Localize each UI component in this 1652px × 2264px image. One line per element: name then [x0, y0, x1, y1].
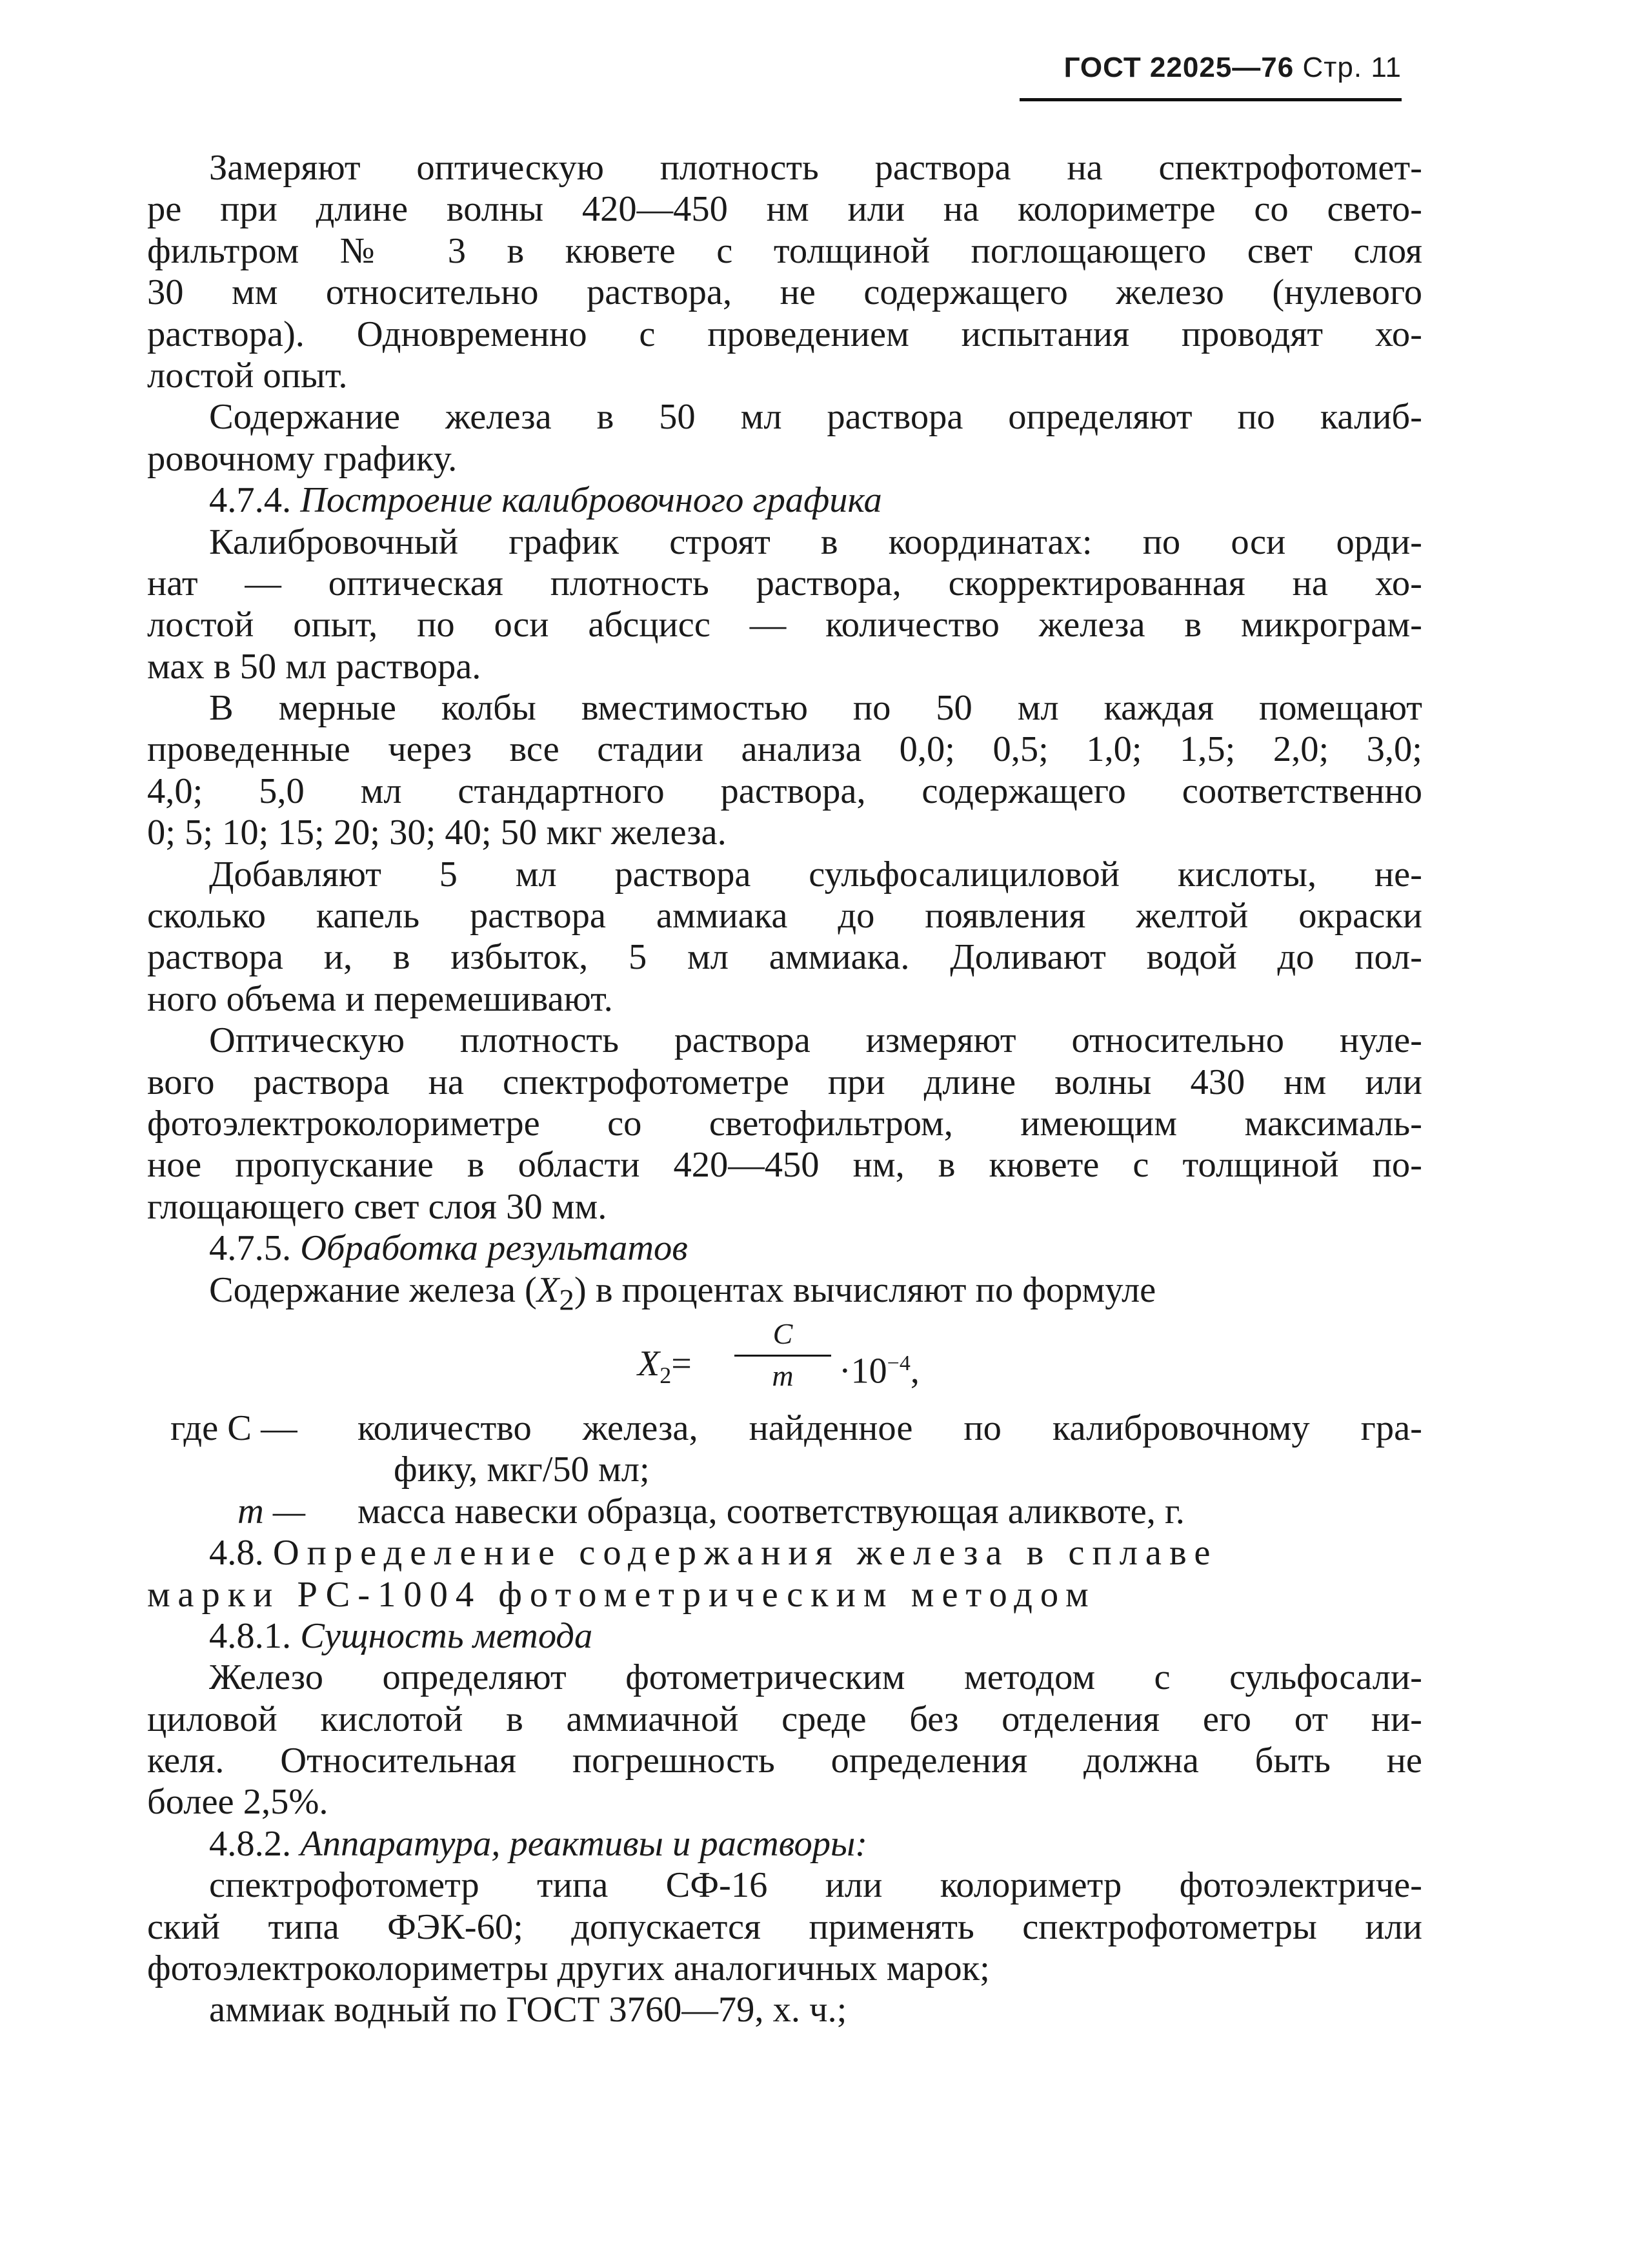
text-line: глощающего свет слоя 30 мм.	[147, 1186, 607, 1227]
text-line: ский типа ФЭК-60; допускается применять спектрофотометры или	[147, 1906, 1422, 1947]
definition-text: масса навески образца, соответствующая аликвоте, г.	[358, 1491, 1185, 1531]
text-line: келя. Относительная погрешность определения должна быть не	[147, 1741, 1422, 1781]
text-line: фильтром № 3 в кювете с толщиной поглощающего свет слоя	[147, 230, 1422, 271]
section-title: Сущность метода	[300, 1615, 593, 1656]
section-title: Определение содержания железа в сплаве	[272, 1533, 1218, 1573]
fraction	[734, 1317, 831, 1393]
formula-lhs	[638, 1343, 692, 1397]
definition-m	[147, 1491, 1422, 1532]
text-line: раствора и, в избыток, 5 мл аммиака. Доливают водой до пол-	[147, 937, 1422, 978]
text-line: Добавляют 5 мл раствора сульфосалициловой кислоты, не-	[209, 854, 1422, 894]
formula-block	[147, 1311, 1422, 1408]
section-heading-4-8-2	[147, 1823, 1422, 1865]
text-line: циловой кислотой в аммиачной среде без отделения его от ни-	[147, 1699, 1422, 1739]
formula-multiplier	[839, 1343, 920, 1392]
text-line: аммиак водный по ГОСТ 3760—79, х. ч.;	[209, 1990, 847, 2030]
text-line: мах в 50 мл раствора.	[147, 646, 481, 687]
fraction-bar	[734, 1355, 831, 1357]
text-line: фотоэлектроколориметры других аналогичных марок;	[147, 1948, 990, 1989]
text-line: 30 мм относительно раствора, не содержащего железо (нулевого	[147, 272, 1422, 313]
text-line: ровочному графику.	[147, 438, 458, 479]
text-line: Замеряют оптическую плотность раствора на спектрофотомет-	[209, 148, 1422, 188]
text-line: ного объема и перемешивают.	[147, 978, 613, 1019]
section-number: 4.7.5.	[209, 1228, 292, 1269]
definition-term: m —	[237, 1491, 306, 1531]
section-number: 4.7.4.	[209, 480, 292, 521]
text-line: Содержание железа в 50 мл раствора определяют по калиб-	[209, 397, 1422, 438]
text-line: лостой опыт.	[147, 355, 348, 396]
formula-variable: X	[638, 1343, 660, 1384]
section-heading-4-7-4	[147, 480, 1422, 521]
definition-c	[147, 1408, 1422, 1449]
formula-intro-line	[147, 1269, 1422, 1311]
definition-term: где C —	[170, 1408, 297, 1448]
fraction-denominator: m	[772, 1359, 794, 1392]
multiplier-base: ·10	[839, 1351, 887, 1391]
text-line: ре при длине волны 420—450 нм или на колориметре со свето-	[147, 189, 1422, 230]
text-line: Калибровочный график строят в координатах: по оси орди-	[209, 521, 1422, 562]
section-title-cont: марки РС-1004 фотометрическим методом	[147, 1574, 1096, 1615]
formula-subscript: 2	[660, 1362, 672, 1389]
text-line: 0; 5; 10; 15; 20; 30; 40; 50 мкг железа.	[147, 813, 727, 853]
section-number: 4.8.	[209, 1533, 264, 1573]
text-line: более 2,5%.	[147, 1782, 328, 1823]
text-line: спектрофотометр типа СФ-16 или колориметр фотоэлектриче-	[209, 1865, 1422, 1906]
page-number: Стр. 11	[1302, 52, 1402, 83]
multiplier-exponent: −4	[887, 1351, 911, 1375]
text-fragment: Содержание железа (	[209, 1269, 537, 1310]
section-number: 4.8.1.	[209, 1615, 292, 1656]
text-line: проведенные через все стадии анализа 0,0; 0,5; 1,0; 1,5; 2,0; 3,0;	[147, 729, 1422, 770]
text-line: вого раствора на спектрофотометре при длине волны 430 нм или	[147, 1062, 1422, 1102]
text-line: сколько капель раствора аммиака до появления желтой окраски	[147, 896, 1422, 936]
section-title: Аппаратура, реактивы и растворы:	[300, 1823, 868, 1864]
section-heading-4-8-1	[147, 1615, 1422, 1657]
text-line: раствора). Одновременно с проведением испытания проводят хо-	[147, 314, 1422, 354]
document-body	[147, 147, 1422, 2031]
text-line: фотоэлектроколориметре со светофильтром, имеющим максималь-	[147, 1103, 1422, 1144]
text-line: Оптическую плотность раствора измеряют относительно нуле-	[209, 1020, 1422, 1061]
fraction-numerator: C	[772, 1317, 793, 1350]
variable: X	[536, 1269, 559, 1310]
section-heading-4-8	[147, 1532, 1422, 1573]
text-line: Железо определяют фотометрическим методом с сульфосали-	[209, 1657, 1422, 1698]
header-text	[1064, 52, 1402, 84]
standard-number: ГОСТ 22025—76	[1063, 52, 1294, 83]
text-fragment: ) в процентах вычисляют по формуле	[574, 1269, 1156, 1310]
header-rule	[1020, 98, 1402, 101]
text-line: ное пропускание в области 420—450 нм, в кювете с толщиной по-	[147, 1145, 1422, 1186]
text-line: лостой опыт, по оси абсцисс — количество железа в микрограм-	[147, 605, 1422, 645]
definition-text: фику, мкг/50 мл;	[394, 1450, 650, 1490]
equals-sign: =	[671, 1343, 692, 1384]
text-line: нат — оптическая плотность раствора, скорректированная на хо-	[147, 563, 1422, 603]
section-number: 4.8.2.	[209, 1823, 292, 1864]
definition-text: количество железа, найденное по калибровочному гра-	[358, 1408, 1422, 1448]
section-title: Обработка результатов	[300, 1228, 688, 1269]
subscript: 2	[559, 1282, 574, 1311]
section-heading-4-7-5	[147, 1228, 1422, 1269]
formula-tail: ,	[910, 1351, 920, 1391]
running-header	[1014, 46, 1402, 105]
text-line: 4,0; 5,0 мл стандартного раствора, содержащего соответственно	[147, 771, 1422, 811]
text-line: В мерные колбы вместимостью по 50 мл каждая помещают	[209, 688, 1422, 729]
definition-c-cont	[147, 1449, 1422, 1490]
section-title: Построение калибровочного графика	[300, 480, 882, 521]
